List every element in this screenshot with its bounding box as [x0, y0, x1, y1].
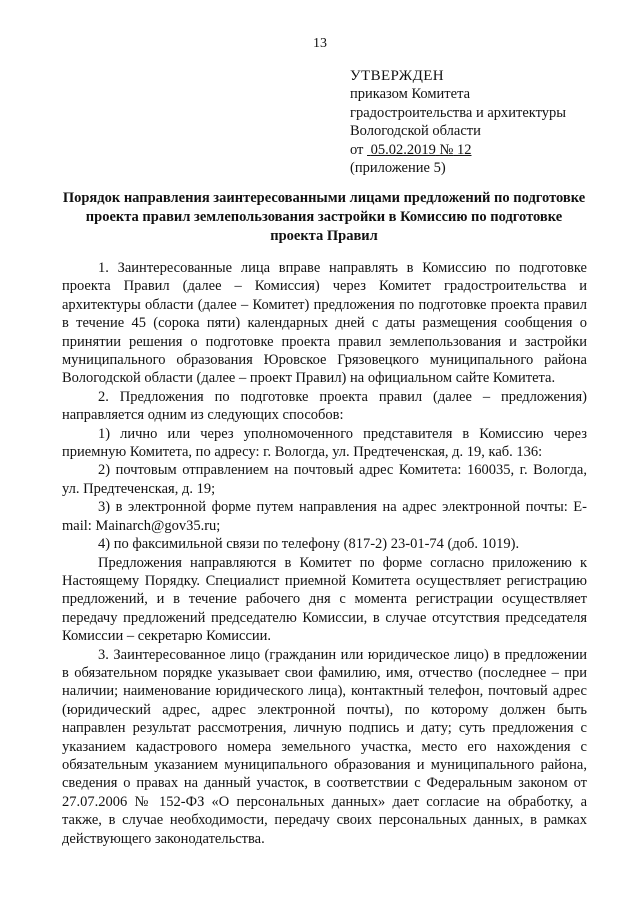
approval-date-line [350, 141, 610, 159]
paragraph-2: 2. Предложения по подготовке проекта правил (далее – предложения) направляется одним из следующих способов: [62, 388, 587, 424]
document-body [62, 259, 587, 848]
approval-line-order: приказом Комитета [350, 86, 471, 103]
approval-block [350, 67, 610, 177]
paragraph-registration: Предложения направляются в Комитет по форме согласно приложению к Настоящему Порядку. Специалист приемной Комитета осуществляет регистрацию предложений, и в течение рабочего дня с момента регистрации осуществляет передачу предложений председателю Комиссии, в случае отсутствия председателя Комиссии – секретарю Комиссии. [62, 554, 587, 645]
approval-line-region: Вологодской области [350, 123, 481, 140]
approval-line-committee: градостроительства и архитектуры [350, 104, 567, 121]
approval-date-prefix: от [350, 141, 364, 158]
document-title: Порядок направления заинтересованными лицами предложений по подготовке проекта правил землепользования застройки в Комиссию по подготовке проекта Правил [62, 190, 586, 244]
approval-heading: УТВЕРЖДЕН [350, 68, 445, 84]
page-number: 13 [313, 36, 327, 51]
paragraph-1: 1. Заинтересованные лица вправе направлять в Комиссию по подготовке проекта Правил (далее – Комиссия) через Комитет градостроительства и архитектуры области (далее – Комитет) предложения по подготовке проекта правил в течение 45 (сорока пяти) календарных дней с даты размещения сообщения о принятии решения о подготовке проекта правил землепользования и застройки муниципального образования Юровское Грязовецкого муниципального района Вологодской области (далее – проект Правил) на официальном сайте Комитета. [62, 260, 587, 387]
paragraph-method-4: 4) по факсимильной связи по телефону (817-2) 23-01-74 (доб. 1019). [98, 536, 520, 553]
paragraph-method-1: 1) лично или через уполномоченного представителя в Комиссию через приемную Комитета, по адресу: г. Вологда, ул. Предтеченская, д. 19, каб. 136: [62, 425, 587, 461]
paragraph-method-2: 2) почтовым отправлением на почтовый адрес Комитета: 160035, г. Вологда, ул. Предтеченская, д. 19; [62, 462, 587, 497]
approval-appendix: (приложение 5) [350, 160, 446, 177]
approval-date: 05.02.2019 № 12 [370, 141, 472, 158]
paragraph-method-3: 3) в электронной форме путем направления на адрес электронной почты: E-mail: Mainarch@gov35.ru; [62, 499, 587, 534]
paragraph-3: 3. Заинтересованное лицо (гражданин или юридическое лицо) в предложении в обязательном порядке указывает свои фамилию, имя, отчество (последнее – при наличии; наименование юридического лица), контактный телефон, почтовый адрес (юридический адрес, адрес электронной почты), по которому должен быть направлен результат рассмотрения, личную подпись и дату; суть предложения с указанием кадастрового номера земельного участка, место его нахождения с обязательным указанием муниципального образования и муниципального района, сведения о правах на данный участок, в соответствии с Федеральным законом от 27.07.2006 № 152-ФЗ «О персональных данных» дает согласие на обработку, а также, в случае необходимости, передачу своих персональных данных, в рамках действующего законодательства. [62, 646, 587, 847]
